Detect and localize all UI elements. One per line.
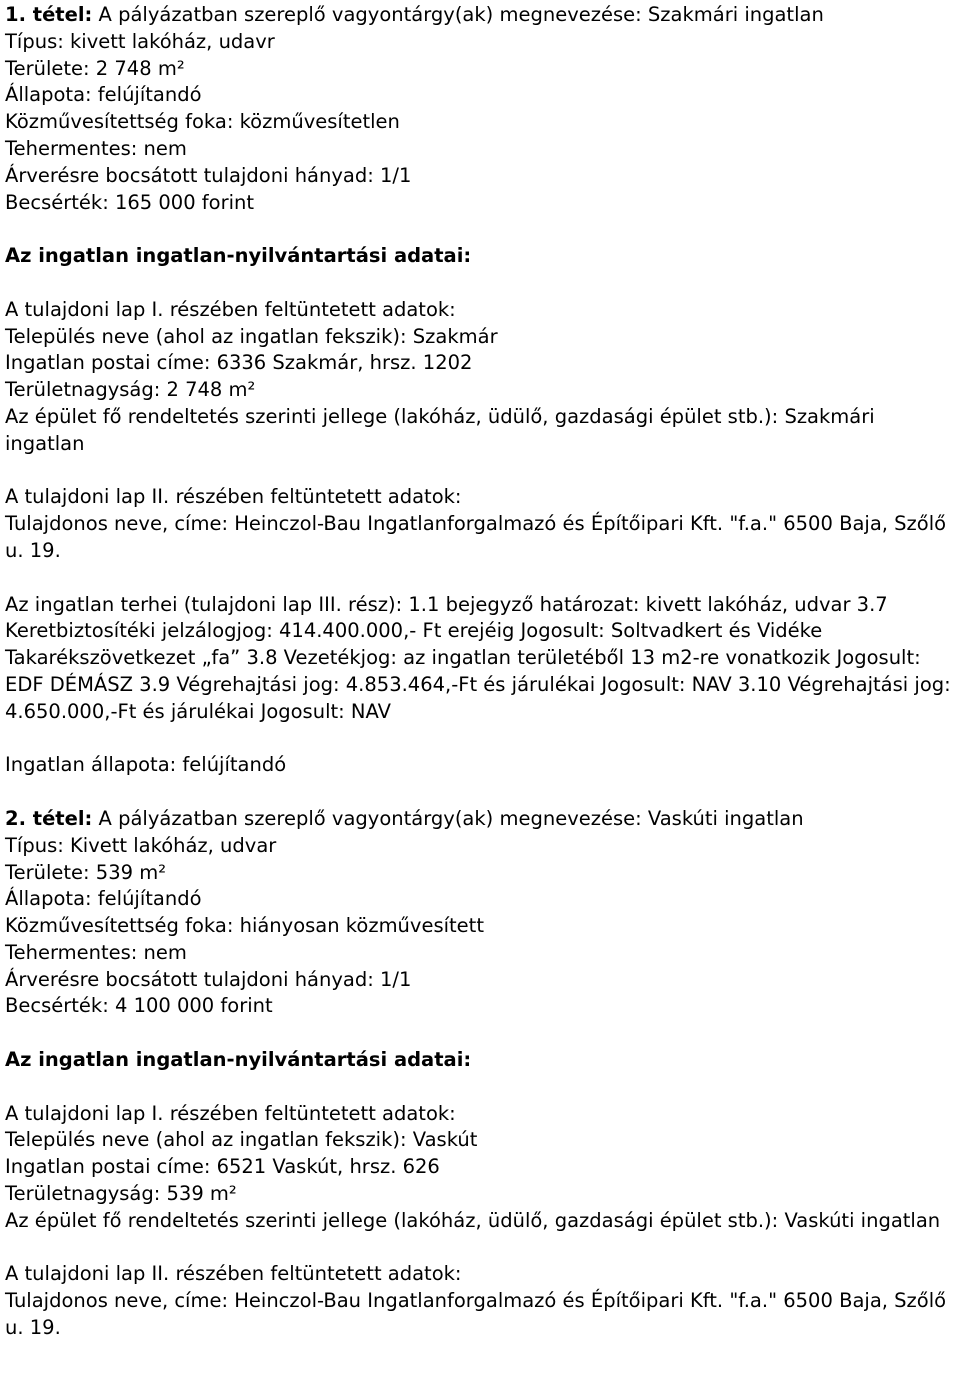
lot2-terulete: Területe: 539 m²	[5, 860, 167, 884]
lot1-heading-label: 1. tétel:	[5, 3, 93, 26]
lot2-telepules: Település neve (ahol az ingatlan fekszik): Vaskút	[5, 1128, 478, 1152]
lot2-hanyad: Árverésre bocsátott tulajdoni hányad: 1/1	[5, 967, 412, 991]
lot1-tipus: Típus: kivett lakóház, udavr	[5, 29, 275, 53]
lot2-tipus: Típus: Kivett lakóház, udvar	[5, 833, 277, 857]
lot1-telepules: Település neve (ahol az ingatlan fekszik): Szakmár	[5, 324, 498, 348]
spacer	[5, 216, 960, 243]
spacer	[5, 270, 960, 297]
lot2-registry-heading: Az ingatlan ingatlan-nyilvántartási adatai:	[5, 1048, 472, 1072]
lot1-allapota: Állapota: felújítandó	[5, 83, 202, 107]
lot2-heading-text: A pályázatban szereplő vagyontárgy(ak) megnevezése: Vaskúti ingatlan	[92, 806, 804, 830]
lot1-tehermentes: Tehermentes: nem	[5, 136, 187, 160]
lot1-postai-cim: Ingatlan postai címe: 6336 Szakmár, hrsz. 1202	[5, 351, 473, 375]
lot1-heading	[5, 2, 960, 29]
lot2-becsertek: Becsérték: 4 100 000 forint	[5, 994, 273, 1018]
spacer	[5, 726, 960, 753]
lot1-terhek: Az ingatlan terhei (tulajdoni lap III. rész): 1.1 bejegyző határozat: kivett lakóház, udvar 3.7 Keretbiztosítéki jelzálogjog: 414.400.000,- Ft erejéig Jogosult: Soltvadkert és Vidéke Takarékszövetkezet „fa” 3.8 Vezetékjog: az ingatlan területéből 13 m2-re vonatkozik Jogosult: EDF DÉMÁSZ 3.9 Végrehajtási jog: 4.853.464,-Ft és járulékai Jogosult: NAV 3.10 Végrehajtási jog: 4.650.000,-Ft és járulékai Jogosult: NAV	[5, 592, 951, 723]
spacer	[5, 1020, 960, 1047]
lot1-hanyad: Árverésre bocsátott tulajdoni hányad: 1/1	[5, 163, 412, 187]
spacer	[5, 779, 960, 806]
lot1-registry-heading: Az ingatlan ingatlan-nyilvántartási adatai:	[5, 244, 472, 268]
spacer	[5, 458, 960, 485]
lot2-kozmu: Közművesítettség foka: hiányosan közművesített	[5, 914, 484, 938]
lot1-teruletnagysag: Területnagyság: 2 748 m²	[5, 378, 256, 402]
lot1-becsertek: Becsérték: 165 000 forint	[5, 190, 255, 214]
lot2-teruletnagysag: Területnagyság: 539 m²	[5, 1182, 237, 1206]
lot2-postai-cim: Ingatlan postai címe: 6521 Vaskút, hrsz. 626	[5, 1155, 440, 1179]
lot2-tehermentes: Tehermentes: nem	[5, 940, 187, 964]
lot1-terulete: Területe: 2 748 m²	[5, 56, 185, 80]
spacer	[5, 1235, 960, 1262]
lot1-lap1-title: A tulajdoni lap I. részében feltüntetett adatok:	[5, 297, 456, 321]
lot2-heading-label: 2. tétel:	[5, 806, 93, 830]
lot1-kozmu: Közművesítettség foka: közművesítetlen	[5, 110, 400, 134]
lot1-heading-text: A pályázatban szereplő vagyontárgy(ak) megnevezése: Szakmári ingatlan	[92, 3, 824, 26]
lot1-lap2-title: A tulajdoni lap II. részében feltüntetett adatok:	[5, 485, 462, 509]
lot2-jelleg: Az épület fő rendeltetés szerinti jellege (lakóház, üdülő, gazdasági épület stb.): Vaskúti ingatlan	[5, 1208, 941, 1232]
lot2-tulajdonos: Tulajdonos neve, címe: Heinczol-Bau Ingatlanforgalmazó és Építőipari Kft. "f.a." 6500 Baja, Szőlő u. 19.	[5, 1289, 947, 1340]
lot1-ingatlan-allapota: Ingatlan állapota: felújítandó	[5, 753, 287, 777]
spacer	[5, 565, 960, 592]
lot2-lap2-title: A tulajdoni lap II. részében feltüntetett adatok:	[5, 1262, 462, 1286]
lot2-allapota: Állapota: felújítandó	[5, 887, 202, 911]
lot1-jelleg: Az épület fő rendeltetés szerinti jellege (lakóház, üdülő, gazdasági épület stb.): Szakmári ingatlan	[5, 404, 875, 455]
lot2-lap1-title: A tulajdoni lap I. részében feltüntetett adatok:	[5, 1101, 456, 1125]
spacer	[5, 1074, 960, 1101]
lot1-tulajdonos: Tulajdonos neve, címe: Heinczol-Bau Ingatlanforgalmazó és Építőipari Kft. "f.a." 6500 Baja, Szőlő u. 19.	[5, 512, 947, 562]
lot2-heading	[5, 806, 960, 833]
